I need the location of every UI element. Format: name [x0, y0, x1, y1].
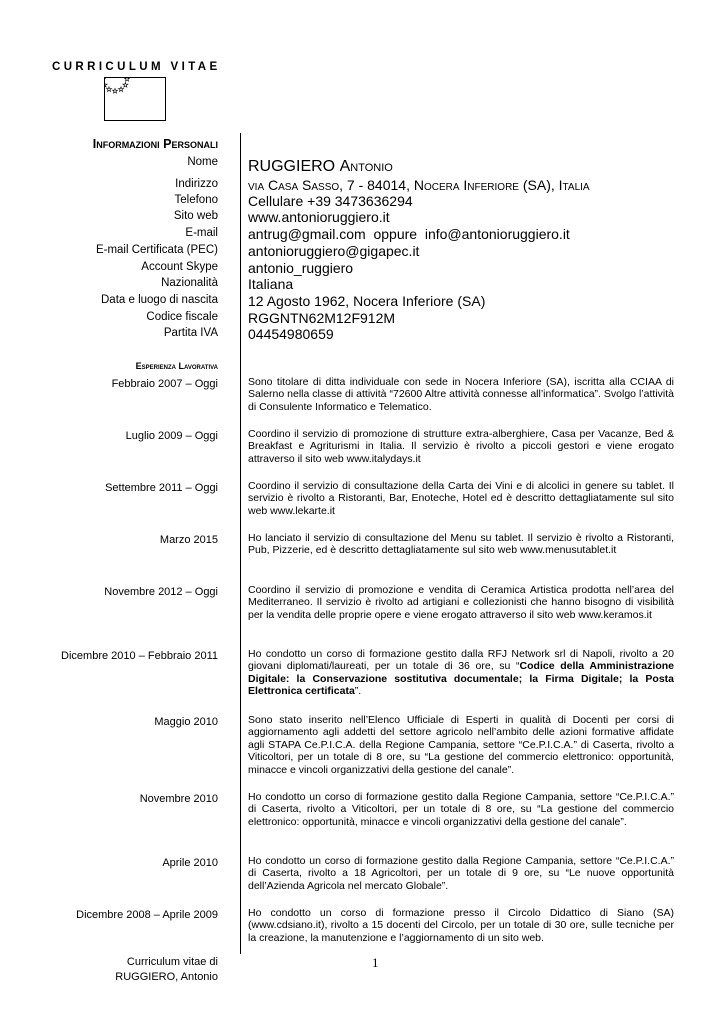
- experience-date: Aprile 2010: [162, 857, 218, 869]
- footer-line-2: RUGGIERO, Antonio: [115, 971, 218, 983]
- experience-date: Dicembre 2010 – Febbraio 2011: [61, 650, 218, 662]
- label-website: Sito web: [173, 210, 218, 222]
- experience-description: Sono titolare di ditta individuale con sede in Nocera Inferiore (SA), iscritta alla CCIAA di Salerno nella classe di attività “72600 Altre attività connesse all’informatica”. Svolgo l’attività di Consulente Informatico e Telematico.: [248, 376, 674, 413]
- value-name-surname: RUGGIERO: [248, 158, 336, 175]
- experience-text: Ho condotto un corso di formazione gestito dalla RFJ Network srl di Napoli, rivolto a 20 giovani diplomati/laureati, per un totale di 36 ore, su “: [248, 648, 674, 673]
- label-email: E-mail: [185, 227, 218, 239]
- experience-date: Maggio 2010: [154, 716, 218, 728]
- experience-date: Settembre 2011 – Oggi: [105, 482, 218, 494]
- label-nationality: Nazionalità: [161, 277, 218, 289]
- label-vat: Partita IVA: [163, 327, 218, 339]
- eu-flag-logo: [104, 77, 166, 121]
- value-nationality: Italiana: [248, 276, 294, 292]
- value-name: [248, 158, 393, 175]
- experience-description: Coordino il servizio di promozione di strutture extra-alberghiere, Casa per Vacanze, Bed & Breakfast e Agriturismi in Italia. Il servizio è rivolto a piccoli gestori e viene erogato attraverso il sito web www.italydays.it: [248, 428, 674, 465]
- experience-date: Novembre 2010: [139, 793, 218, 805]
- label-phone: Telefono: [174, 194, 218, 206]
- experience-description: Coordino il servizio di consultazione della Carta dei Vini e di alcolici in genere su tablet. Il servizio è rivolto a Ristoranti, Bar, Enoteche, Hotel ed è descritto dettagliatamente sul sito web www.lekarte.it: [248, 480, 674, 517]
- experience-description: [248, 648, 674, 698]
- experience-description: Ho condotto un corso di formazione presso il Circolo Didattico di Siano (SA) (www.cdsiano.it), rivolto a 15 docenti del Circolo, per un totale di 30 ore, sulle tecniche per la creazione, la manutenzione e l’aggiornamento di un sito web.: [248, 907, 674, 944]
- experience-description: Ho condotto un corso di formazione gestito dalla Regione Campania, settore “Ce.P.I.C.A.” di Caserta, rivolto a Viticoltori, per un totale di 8 ore, su “La gestione del commercio elettronico: opportunità, minacce e vincoli organizzativi della gestione del canale”.: [248, 791, 674, 828]
- footer-line-1: Curriculum vitae di: [126, 956, 218, 968]
- experience-date: Novembre 2012 – Oggi: [104, 586, 218, 598]
- experience-description: Ho lanciato il servizio di consultazione del Menu su tablet. Il servizio è rivolto a Ristoranti, Pub, Pizzerie, ed è descritto dettagliatamente sul sito web www.menusutablet.it: [248, 532, 674, 557]
- experience-course-title: Codice della Amministrazione Digitale: la Conservazione sostitutiva documentale; la Firma Digitale; la Posta Elettronica certificata: [248, 660, 674, 698]
- label-name: Nome: [187, 156, 218, 168]
- experience-description: Sono stato inserito nell’Elenco Ufficiale di Esperti in qualità di Docenti per corsi di aggiornamento agli addetti del settore agricolo nell’ambito delle azioni formative affidate agli STAPA Ce.P.I.C.A. della Regione Campania, settore “Ce.P.I.C.A.” di Caserta, rivolto a Viticoltori, per un totale di 8 ore, su “La gestione del commercio elettronico: opportunità, minacce e vincoli organizzativi della gestione del canale”.: [248, 714, 674, 776]
- label-skype: Account Skype: [141, 261, 218, 273]
- column-divider: [240, 133, 241, 954]
- value-email[interactable]: antrug@gmail.com oppure info@antonioruggiero.it: [248, 226, 570, 242]
- experience-description: Coordino il servizio di promozione e vendita di Ceramica Artistica prodotta nell’area del Mediterraneo. Il servizio è rivolto ad artigiani e collezionisti che hanno bisogno di visibilità per la vendita delle proprie opere e viene erogato attraverso il sito web www.keramos.it: [248, 584, 674, 621]
- value-name-first: Antonio: [339, 158, 393, 175]
- experience-date: Marzo 2015: [159, 534, 218, 546]
- experience-date: Febbraio 2007 – Oggi: [111, 378, 218, 390]
- personal-info-heading: Informazioni Personali: [92, 137, 218, 151]
- cv-title: CURRICULUM VITAE: [52, 61, 221, 73]
- experience-heading: Esperienza Lavorativa: [135, 361, 218, 371]
- value-tax-code: RGGNTN62M12F912M: [248, 310, 396, 326]
- footer-label: [100, 955, 218, 985]
- value-skype: antonio_ruggiero: [248, 260, 354, 276]
- value-phone: Cellulare +39 3473636294: [248, 193, 413, 209]
- experience-description: Ho condotto un corso di formazione gestito dalla Regione Campania, settore “Ce.P.I.C.A.” di Caserta, rivolto a 18 Agricoltori, per un totale di 9 ore, su “Le nuove opportunità dell’Azienda Agricola nel mercato Globale”.: [248, 855, 674, 892]
- experience-date: Dicembre 2008 – Aprile 2009: [76, 909, 218, 921]
- label-address: Indirizzo: [175, 178, 218, 190]
- label-tax-code: Codice fiscale: [146, 311, 218, 323]
- value-birth: 12 Agosto 1962, Nocera Inferiore (SA): [248, 293, 486, 309]
- experience-date: Luglio 2009 – Oggi: [125, 430, 218, 442]
- value-address: via Casa Sasso, 7 - 84014, Nocera Inferiore (SA), Italia: [248, 177, 590, 193]
- label-pec: E-mail Certificata (PEC): [95, 244, 218, 256]
- label-birth: Data e luogo di nascita: [101, 294, 218, 306]
- page-number: 1: [372, 955, 379, 970]
- value-pec[interactable]: antonioruggiero@gigapec.it: [248, 243, 420, 259]
- value-vat: 04454980659: [248, 326, 334, 342]
- experience-text-end: ”.: [354, 685, 362, 698]
- value-website[interactable]: www.antonioruggiero.it: [248, 209, 390, 225]
